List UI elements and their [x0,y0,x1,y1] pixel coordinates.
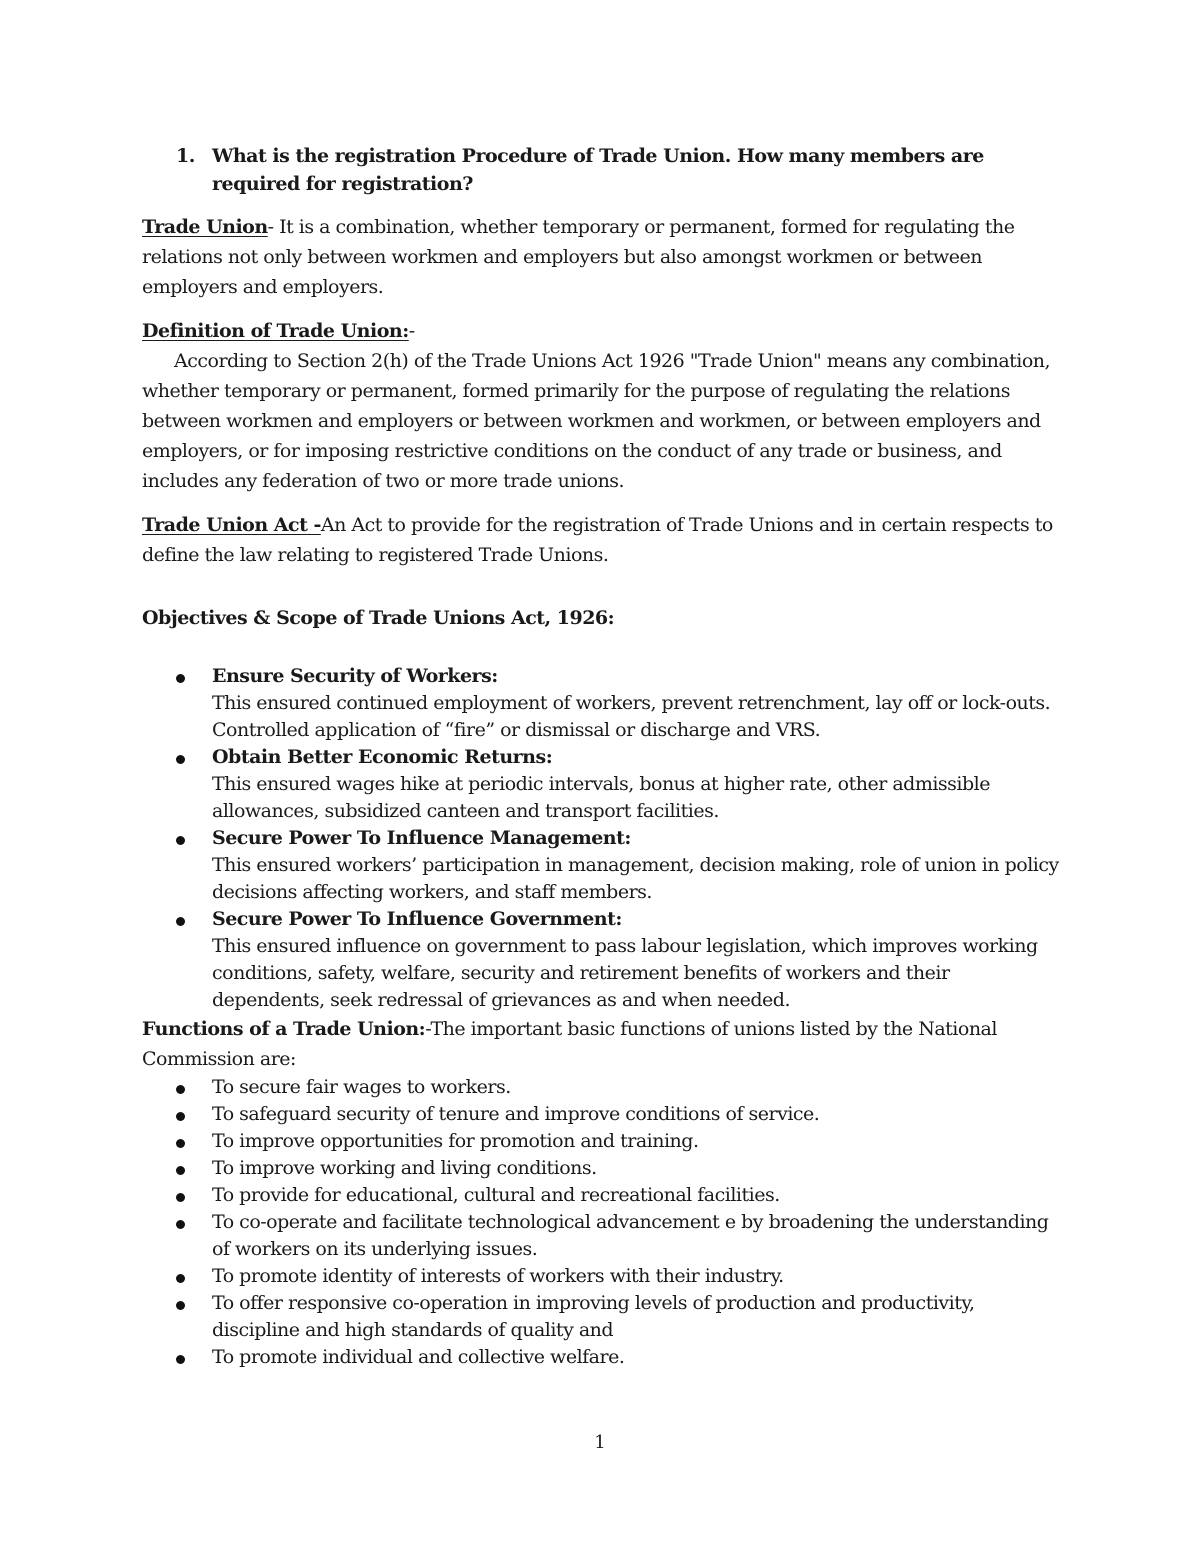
list-item: To promote individual and collective welfare. [142,1344,1062,1371]
act-paragraph [142,510,1062,570]
definition-heading-text: Definition of Trade Union: [142,320,409,342]
question-heading [142,142,1062,198]
functions-list [142,1074,1062,1371]
list-item [142,744,1062,825]
definition-text: According to Section 2(h) of the Trade Unions Act 1926 "Trade Union" means any combination, whether temporary or permanent, formed primarily for the purpose of regulating the relations between workmen and employers or between workmen and workmen, or between employers and employers, or for imposing restrictive conditions on the conduct of any trade or business, and includes any federation of two or more trade unions. [142,350,1051,492]
act-text: An Act to provide for the registration of Trade Unions and in certain respects to define the law relating to registered Trade Unions. [142,514,1053,566]
objective-title: Secure Power To Influence Government: [212,908,622,930]
objectives-heading: Objectives & Scope of Trade Unions Act, 1926: [142,607,615,629]
trade-union-term: Trade Union [142,216,268,238]
list-item: To improve working and living conditions. [142,1155,1062,1182]
list-item: To promote identity of interests of workers with their industry. [142,1263,1062,1290]
trade-union-text: - It is a combination, whether temporary or permanent, formed for regulating the relations not only between workmen and employers but also amongst workmen or between employers and employers. [142,216,1015,298]
list-item: To provide for educational, cultural and recreational facilities. [142,1182,1062,1209]
functions-intro: -The important basic functions of unions listed by the National Commission are: [142,1018,997,1070]
objective-text: This ensured continued employment of workers, prevent retrenchment, lay off or lock-outs. Controlled application of “fire” or dismissal or discharge and VRS. [212,692,1051,741]
list-item [142,825,1062,906]
objective-text: This ensured wages hike at periodic intervals, bonus at higher rate, other admissible allowances, subsidized canteen and transport facilities. [212,773,990,822]
objective-title: Obtain Better Economic Returns: [212,746,553,768]
question-text: What is the registration Procedure of Trade Union. How many members are required for registration? [212,145,984,195]
question-number: 1. [176,145,195,167]
functions-paragraph [142,1014,1062,1074]
list-item: To safeguard security of tenure and improve conditions of service. [142,1101,1062,1128]
objectives-list [142,663,1062,1014]
objective-title: Secure Power To Influence Management: [212,827,631,849]
list-item: To co-operate and facilitate technological advancement e by broadening the understanding of workers on its underlying issues. [142,1209,1062,1263]
trade-union-paragraph [142,212,1062,302]
objective-text: This ensured workers’ participation in management, decision making, role of union in policy decisions affecting workers, and staff members. [212,854,1059,903]
list-item: To improve opportunities for promotion and training. [142,1128,1062,1155]
page-content [142,142,1062,1371]
list-item [142,906,1062,1014]
list-item: To offer responsive co-operation in improving levels of production and productivity, discipline and high standards of quality and [142,1290,1062,1344]
page-number: 1 [594,1432,606,1453]
definition-heading-suffix: - [408,320,415,342]
objective-title: Ensure Security of Workers: [212,665,498,687]
functions-heading: Functions of a Trade Union: [142,1018,426,1040]
list-item: To secure fair wages to workers. [142,1074,1062,1101]
objective-text: This ensured influence on government to pass labour legislation, which improves working conditions, safety, welfare, security and retirement benefits of workers and their dependents, seek redressal of grievances as and when needed. [212,935,1038,1011]
definition-heading [142,316,1062,346]
list-item [142,663,1062,744]
act-term: Trade Union Act - [142,514,321,536]
